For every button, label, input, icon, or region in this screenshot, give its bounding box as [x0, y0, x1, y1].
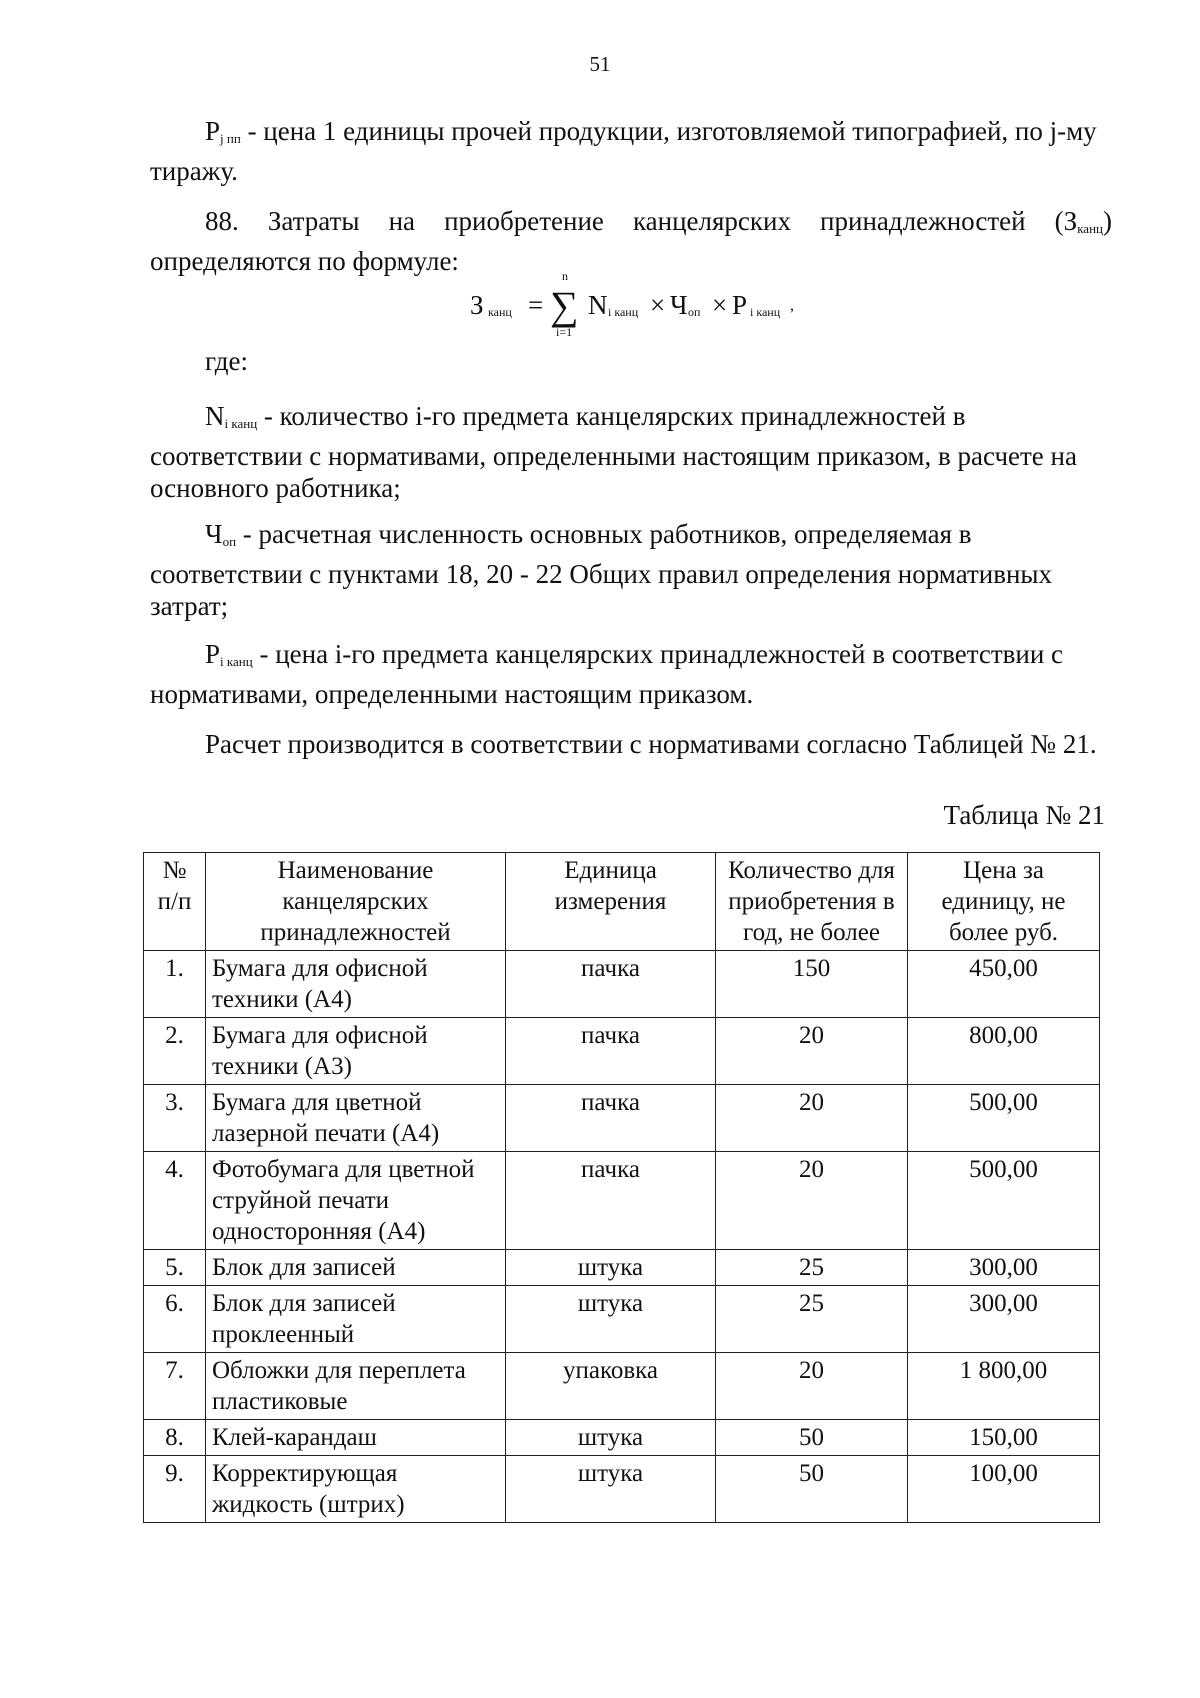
row-unit: пачка — [506, 1018, 716, 1085]
row-item-name: Бумага для цветной лазерной печати (А4) — [206, 1085, 506, 1152]
row-unit: пачка — [506, 1085, 716, 1152]
row-number: 8. — [144, 1420, 206, 1456]
section-88-line1: 88. Затраты на приобретение канцелярских принадлежностей $(З_{канц})$ — [205, 206, 1112, 236]
row-number: 5. — [144, 1250, 206, 1286]
row-number: 7. — [144, 1353, 206, 1420]
row-price: 300,00 — [908, 1250, 1100, 1286]
row-number: 6. — [144, 1286, 206, 1353]
header-name: Наименование канцелярских принадлежностей — [206, 853, 506, 951]
row-price: 500,00 — [908, 1152, 1100, 1250]
row-number: 4. — [144, 1152, 206, 1250]
row-item-name: Бумага для офисной техники (А3) — [206, 1018, 506, 1085]
table-row — [144, 1152, 1100, 1250]
p-item-symbol: P — [205, 116, 221, 146]
row-unit: пачка — [506, 951, 716, 1018]
table-row — [144, 1456, 1100, 1523]
row-item-name: Блок для записей — [206, 1250, 506, 1286]
table-caption: Таблица № 21 — [943, 800, 1105, 830]
header-unit: Единица измерения — [506, 853, 716, 951]
row-quantity: 50 — [716, 1420, 908, 1456]
table-row — [144, 1018, 1100, 1085]
office-supplies-table — [143, 852, 1100, 1523]
table-row — [144, 1250, 1100, 1286]
row-price: 800,00 — [908, 1018, 1100, 1085]
table-row — [144, 951, 1100, 1018]
row-quantity: 50 — [716, 1456, 908, 1523]
row-price: 500,00 — [908, 1085, 1100, 1152]
row-unit: пачка — [506, 1152, 716, 1250]
row-item-name: Блок для записей проклеенный — [206, 1286, 506, 1353]
row-unit: штука — [506, 1420, 716, 1456]
row-item-name: Фотобумага для цветной струйной печати односторонняя (А4) — [206, 1152, 506, 1250]
row-quantity: 20 — [716, 1152, 908, 1250]
row-unit: упаковка — [506, 1353, 716, 1420]
row-quantity: 150 — [716, 951, 908, 1018]
p-item-subscript: j пп — [220, 131, 241, 146]
section-88 — [150, 205, 1112, 277]
row-unit: штука — [506, 1250, 716, 1286]
header-quantity: Количество для приобретения в год, не более — [716, 853, 908, 951]
section-88-line2: определяются по формуле: — [150, 246, 459, 276]
row-price: 1 800,00 — [908, 1353, 1100, 1420]
def-p: $P_{i канц}$ - цена i-го предмета канцелярских принадлежностей в соответствии с нормативами, определенными настоящим приказом. — [150, 639, 1064, 709]
row-quantity: 20 — [716, 1353, 908, 1420]
calc-note: Расчет производится в соответствии с нормативами согласно Таблицей № 21. — [205, 729, 1097, 759]
page-number: 51 — [589, 52, 611, 76]
def-ch: $Ч_{оп}$ - расчетная численность основных работников, определяемая в соответствии с пунктами 18, 20 - 22 Общих правил определения нормативных затрат; — [150, 519, 1053, 621]
row-item-name: Обложки для переплета пластиковые — [206, 1353, 506, 1420]
row-item-name: Клей-карандаш — [206, 1420, 506, 1456]
def-n: $N_{i канц}$ - количество i-го предмета канцелярских принадлежностей в соответствии с нормативами, определенными настоящим приказом, в расчете на основного работника; — [150, 401, 1077, 503]
row-number: 2. — [144, 1018, 206, 1085]
row-quantity: 25 — [716, 1250, 908, 1286]
table-header-row — [144, 853, 1100, 951]
p-item-definition — [150, 115, 1112, 187]
row-item-name: Корректирующая жидкость (штрих) — [206, 1456, 506, 1523]
row-number: 1. — [144, 951, 206, 1018]
where-label: где: — [205, 346, 248, 376]
formula: З канц = ∑ n i=1 N i канц × Ч оп × P i канц , — [470, 269, 794, 339]
row-unit: штука — [506, 1286, 716, 1353]
table-row — [144, 1420, 1100, 1456]
row-quantity: 20 — [716, 1018, 908, 1085]
p-item-text: - цена 1 единицы прочей продукции, изготовляемой типографией, по j-му тиражу. — [150, 116, 1097, 186]
table-row — [144, 1353, 1100, 1420]
row-item-name: Бумага для офисной техники (А4) — [206, 951, 506, 1018]
row-number: 3. — [144, 1085, 206, 1152]
table-row — [144, 1286, 1100, 1353]
row-price: 450,00 — [908, 951, 1100, 1018]
row-price: 100,00 — [908, 1456, 1100, 1523]
header-price: Цена за единицу, не более руб. — [908, 853, 1100, 951]
row-price: 150,00 — [908, 1420, 1100, 1456]
table-row — [144, 1085, 1100, 1152]
row-unit: штука — [506, 1456, 716, 1523]
sigma-symbol: ∑ — [550, 283, 579, 328]
header-number: № п/п — [144, 853, 206, 951]
row-number: 9. — [144, 1456, 206, 1523]
row-quantity: 20 — [716, 1085, 908, 1152]
row-quantity: 25 — [716, 1286, 908, 1353]
row-price: 300,00 — [908, 1286, 1100, 1353]
